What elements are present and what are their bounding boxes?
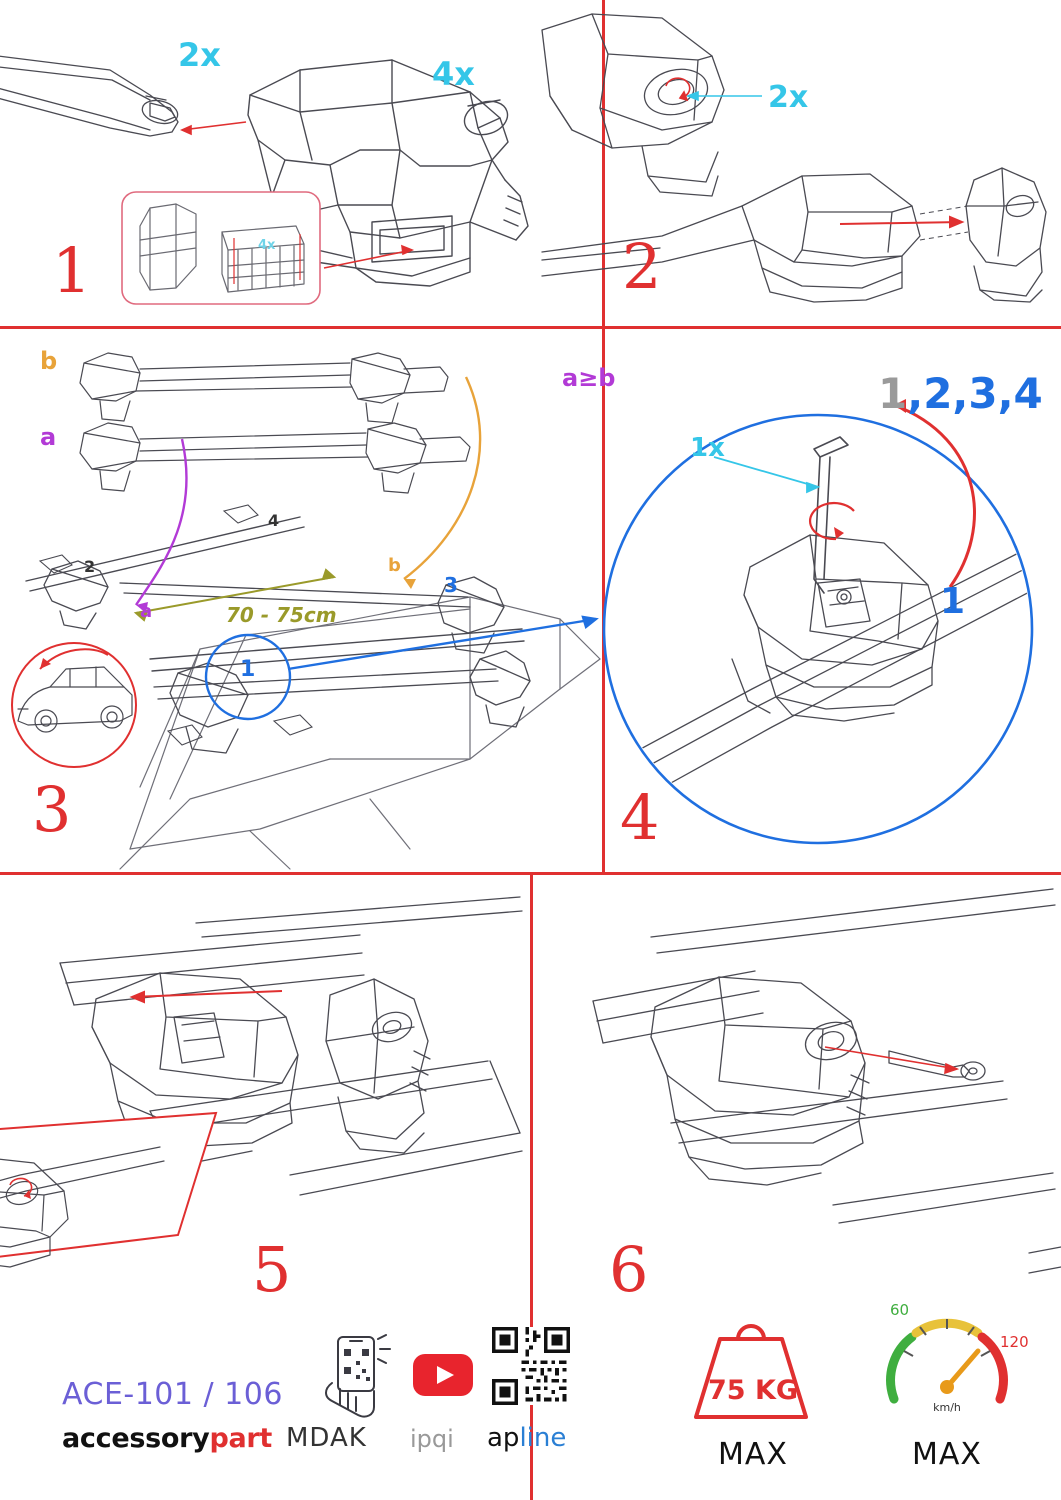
step-3-marker-3: 3 xyxy=(444,573,458,597)
step-3-panel xyxy=(0,329,602,872)
partner-apline-label xyxy=(487,1423,566,1453)
step-3-illustration xyxy=(0,329,602,872)
product-code: ACE-101 / 106 xyxy=(62,1377,283,1412)
speedometer-max-tick: 120 xyxy=(1000,1333,1029,1351)
weight-max-label: MAX xyxy=(718,1437,788,1472)
brand-part1: accessory xyxy=(62,1423,210,1454)
step-4-sequence-rest: ,2,3,4 xyxy=(907,369,1043,418)
step-3-label-a-left: a xyxy=(40,423,57,451)
step-3-direction-icon xyxy=(12,643,136,767)
step-6-number: 6 xyxy=(609,1233,650,1306)
step-3-distance-label: 70 - 75cm xyxy=(226,603,337,627)
step-5-number: 5 xyxy=(252,1233,293,1306)
speedometer-min-tick: 60 xyxy=(890,1301,910,1319)
step-3-label-b-arrow: b xyxy=(388,555,401,576)
step-4-number: 4 xyxy=(620,781,661,854)
step-1-number: 1 xyxy=(52,234,93,307)
step-3-marker-4: 4 xyxy=(268,511,280,530)
step-6-panel xyxy=(533,875,1061,1306)
youtube-icon xyxy=(412,1353,474,1397)
step-4-panel xyxy=(562,329,1061,872)
step-6-illustration xyxy=(533,875,1061,1295)
step-1-count-2x: 2x xyxy=(178,36,221,74)
step-5-panel xyxy=(0,875,530,1306)
footer xyxy=(0,1295,1061,1500)
step-1-count-4x: 4x xyxy=(432,55,475,93)
weight-icon xyxy=(686,1305,816,1425)
step-4-sequence xyxy=(878,369,1043,418)
svg-text:km/h: km/h xyxy=(933,1401,961,1414)
step-3-number: 3 xyxy=(32,773,73,846)
apline-part2: line xyxy=(519,1423,567,1453)
step-4-condition-label: a≥b xyxy=(562,364,616,392)
step-1-detail-frame xyxy=(122,192,320,304)
step-3-label-a-arrow: a xyxy=(140,601,153,622)
step-1-detail-count-4x: 4x xyxy=(258,238,276,253)
step-4-marker-1: 1 xyxy=(940,581,966,622)
speed-max-label: MAX xyxy=(912,1437,982,1472)
qr-code-icon xyxy=(492,1327,570,1405)
step-5-illustration xyxy=(0,875,530,1295)
apline-part1: ap xyxy=(487,1423,520,1453)
step-3-marker-1: 1 xyxy=(240,657,256,682)
phone-qr-scan-icon xyxy=(318,1331,402,1421)
weight-value: 75 KG xyxy=(707,1375,799,1406)
step-3-marker-2: 2 xyxy=(84,557,96,576)
partner-mdak-label: MDAK xyxy=(286,1423,367,1453)
step-4-sequence-first: 1 xyxy=(878,369,908,418)
step-2-illustration xyxy=(602,0,1061,326)
brand-logo xyxy=(62,1423,272,1454)
step-4-count-1x: 1x xyxy=(690,433,725,463)
speedometer-icon xyxy=(880,1303,1014,1427)
step-3-label-b-top: b xyxy=(40,347,58,375)
step-2-count-2x: 2x xyxy=(768,80,809,115)
step-2-number: 2 xyxy=(622,230,663,303)
step-1-panel xyxy=(0,0,602,326)
partner-ipqi-label: ipqi xyxy=(410,1425,454,1453)
brand-part2: part xyxy=(209,1423,273,1454)
step-2-panel xyxy=(602,0,1061,326)
